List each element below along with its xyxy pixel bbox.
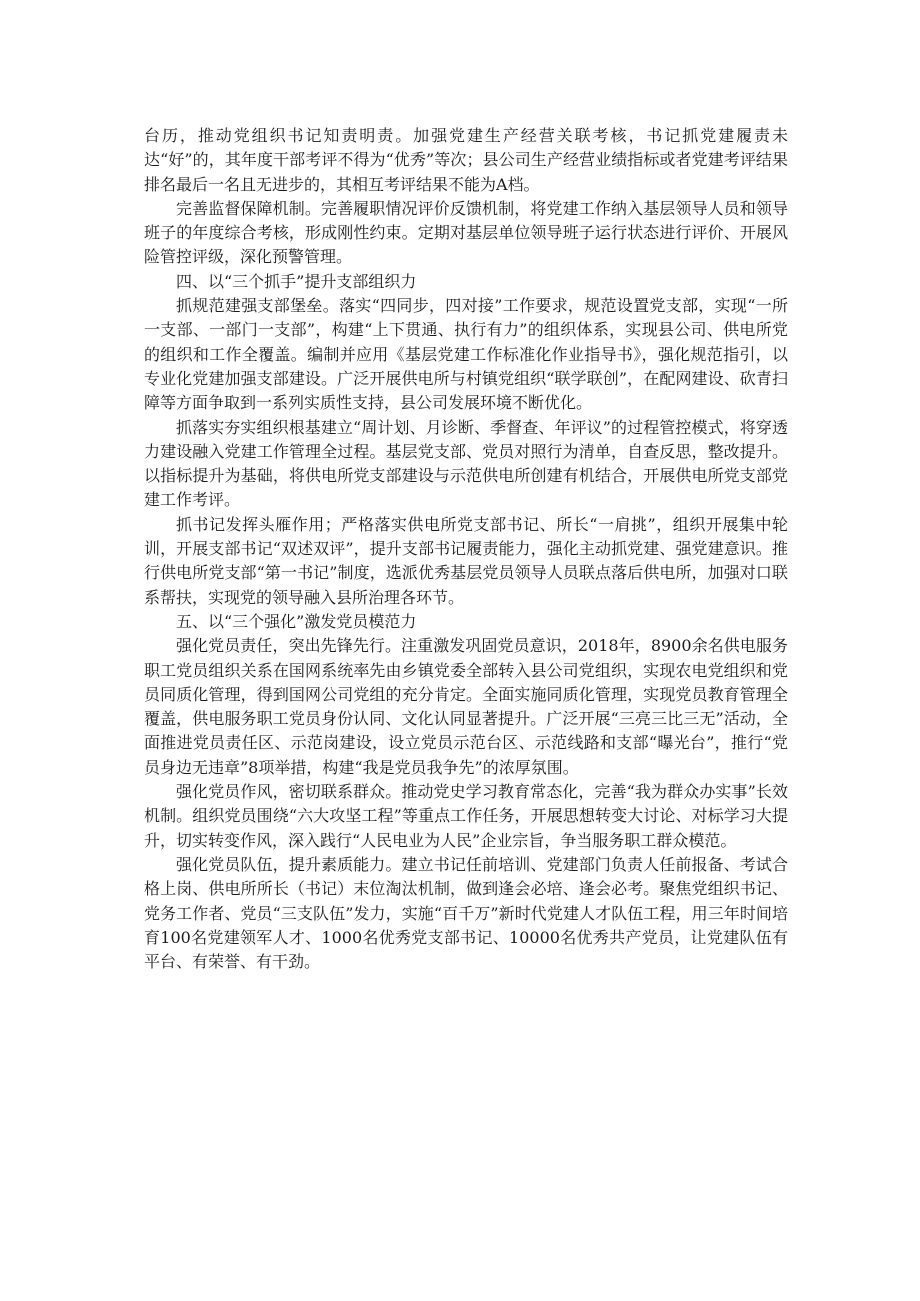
paragraph-supervision-mechanism: 完善监督保障机制。完善履职情况评价反馈机制，将党建工作纳入基层领导人员和领导班子的年度综合考核，形成刚性约束。定期对基层单位领导班子运行状态进行评价、开展风险管控评级，深化预警管理。 (144, 198, 788, 267)
paragraph-continuation: 台历，推动党组织书记知责明责。加强党建生产经营关联考核，书记抓党建履责未达“好”的，其年度干部考评不得为“优秀”等次；县公司生产经营业绩指标或者党建考评结果排名最后一名且无进步的，其相互考评结果不能为A档。 (144, 126, 788, 194)
section-heading-five: 五、以“三个强化”激发党员模范力 (176, 611, 417, 631)
paragraph-standardize-branches: 抓规范建强支部堡垒。落实“四同步，四对接”工作要求，规范设置党支部，实现“一所一支部、一部门一支部”，构建“上下贯通、执行有力”的组织体系，实现县公司、供电所党的组织和工作全覆盖。编制并应用《基层党建工作标准化作业指导书》，强化规范指引，以专业化党建加强支部建设。广泛开展供电所与村镇党组织“联学联创”，在配网建设、砍青扫障等方面争取到一系列实质性支持，县公司发展环境不断优化。 (144, 296, 788, 413)
paragraph-implementation-foundation: 抓落实夯实组织根基建立“周计划、月诊断、季督查、年评议”的过程管控模式，将穿透力建设融入党建工作管理全过程。基层党支部、党员对照行为清单，自查反思，整改提升。以指标提升为基础，将供电所党支部建设与示范供电所创建有机结合，开展供电所党支部党建工作考评。 (144, 417, 788, 510)
document-page (144, 124, 788, 974)
section-heading-four: 四、以“三个抓手”提升支部组织力 (176, 271, 417, 291)
paragraph-member-conduct: 强化党员作风，密切联系群众。推动党史学习教育常态化，完善“我为群众办实事”长效机制。组织党员围绕“六大攻坚工程”等重点工作任务，开展思想转变大讨论、对标学习大提升，切实转变作风，深入践行“人民电业为人民”企业宗旨，争当服务职工群众模范。 (144, 782, 788, 850)
paragraph-member-responsibility: 强化党员责任，突出先锋先行。注重激发巩固党员意识，2018年，8900余名供电服务职工党员组织关系在国网系统率先由乡镇党委全部转入县公司党组织，实现农电党组织和党员同质化管理，得到国网公司党组的充分肯定。全面实施同质化管理，实现党员教育管理全覆盖，供电服务职工党员身份认同、文化认同显著提升。广泛开展“三亮三比三无”活动，全面推进党员责任区、示范岗建设，设立党员示范台区、示范线路和支部“曝光台”，推行“党员身边无违章”8项举措，构建“我是党员我争先”的浓厚氛围。 (144, 636, 788, 777)
paragraph-secretary-role: 抓书记发挥头雁作用；严格落实供电所党支部书记、所长“一肩挑”，组织开展集中轮训，开展支部书记“双述双评”，提升支部书记履责能力，强化主动抓党建、强党建意识。推行供电所党支部“第一书记”制度，选派优秀基层党员领导人员联点落后供电所，加强对口联系帮扶，实现党的领导融入县所治理各环节。 (144, 514, 788, 607)
paragraph-member-team: 强化党员队伍，提升素质能力。建立书记任前培训、党建部门负责人任前报备、考试合格上岗、供电所所长（书记）末位淘汰机制，做到逢会必培、逢会必考。聚焦党组织书记、党务工作者、党员“三支队伍”发力，实施“百千万”新时代党建人才队伍工程，用三年时间培育100名党建领军人才、1000名优秀党支部书记、10000名优秀共产党员，让党建队伍有平台、有荣誉、有干劲。 (144, 854, 788, 972)
